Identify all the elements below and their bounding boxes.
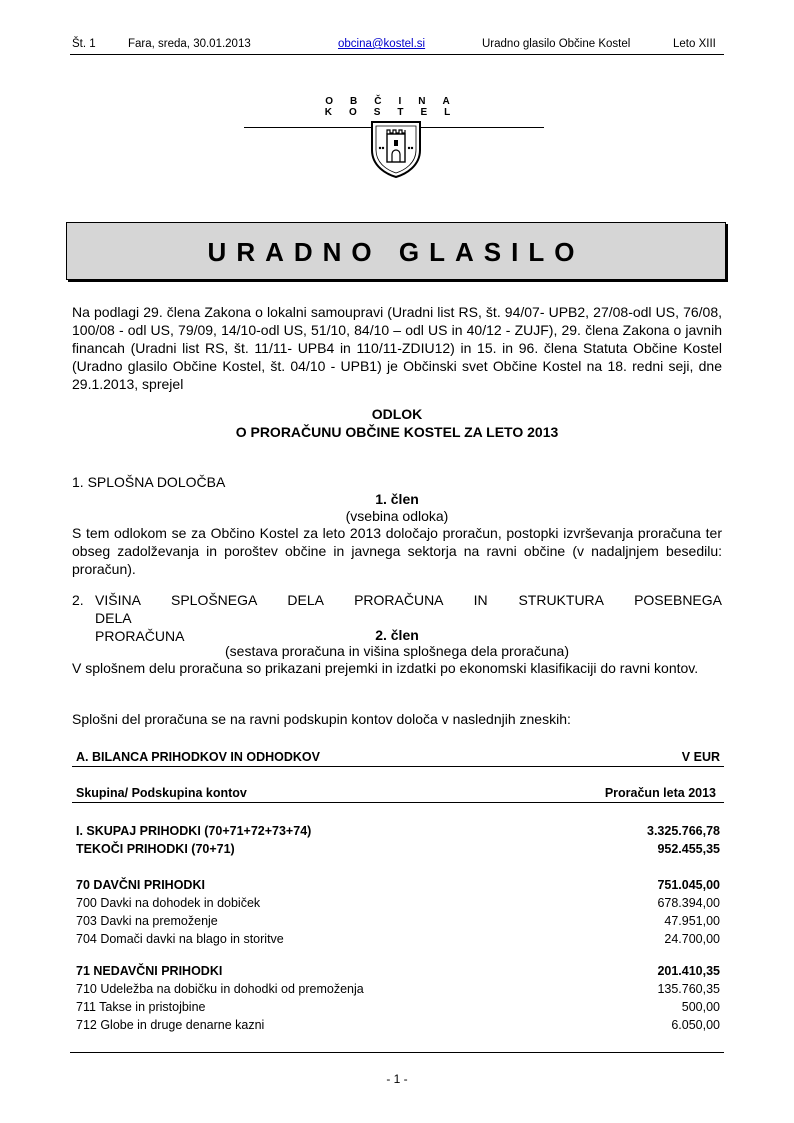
article2-title: 2. člen xyxy=(375,627,419,643)
article1-subtitle: (vsebina odloka) xyxy=(345,508,449,524)
decree-title-line2: O PRORAČUNU OBČINE KOSTEL ZA LETO 2013 xyxy=(235,424,559,440)
table-row xyxy=(72,822,724,840)
row-label: 704 Domači davki na blago in storitve xyxy=(76,932,284,946)
gazette-title: URADNO GLASILO xyxy=(207,237,585,267)
email-link[interactable]: obcina@kostel.si xyxy=(338,38,426,50)
row-value: 6.050,00 xyxy=(671,1018,720,1032)
article1-text: S tem odlokom se za Občino Kostel za leto 2013 določajo proračun, postopki izvrševanja proračuna ter obseg zadolževanja in poroštev občine in javnega sektorja na ravni občine (v nadaljnjem besedilu: proračun). xyxy=(72,525,722,577)
row-value: 500,00 xyxy=(681,1000,720,1014)
row-label: 70 DAVČNI PRIHODKI xyxy=(76,878,205,892)
preamble-text: Na podlagi 29. člena Zakona o lokalni samoupravi (Uradni list RS, št. 94/07- UPB2, 27/08-odl US, 76/08, 100/08 - odl US, 79/09, 14/10-odl US, 51/10, 84/10 – odl US in 40/12 - ZUJF), 29. člena Zakona o javnih financah (Uradni list RS, št. 11/11- UPB4 in 110/11-ZDIU12) in 15. in 96. člena Statuta Občine Kostel (Uradno glasilo Občine Kostel, št. 04/10 - UPB1) je Občinski svet Občine Kostel na 18. redni seji, dne 29.1.2013, sprejel xyxy=(72,304,722,392)
column-header-group: Skupina/ Podskupina kontov xyxy=(76,786,247,800)
row-value: 135.760,35 xyxy=(657,982,720,996)
footer-rule xyxy=(70,1052,724,1053)
table-section-header xyxy=(72,748,724,767)
section2-heading-line1: VIŠINA SPLOŠNEGA DELA PRORAČUNA IN STRUKTURA POSEBNEGA DELA xyxy=(95,592,722,626)
article2-intro: Splošni del proračuna se na ravni podskupin kontov določa v naslednjih zneskih: xyxy=(72,711,571,727)
row-label: 703 Davki na premoženje xyxy=(76,914,218,928)
table-row xyxy=(72,998,724,1016)
row-value: 47.951,00 xyxy=(664,914,720,928)
table-column-header xyxy=(72,784,724,803)
row-label: TEKOČI PRIHODKI (70+71) xyxy=(76,842,235,856)
coat-of-arms-icon xyxy=(370,120,422,178)
section2-number: 2. xyxy=(72,592,84,608)
gazette-year: Leto XIII xyxy=(673,38,716,50)
row-value: 201.410,35 xyxy=(657,964,720,978)
place-date: Fara, sreda, 30.01.2013 xyxy=(128,38,251,50)
article2-text: V splošnem delu proračuna so prikazani prejemki in izdatki po ekonomski klasifikaciji do ravni kontov. xyxy=(72,660,699,676)
gazette-title-box xyxy=(66,222,726,280)
municipality-name: OBČINA KOSTEL xyxy=(324,96,468,118)
table-row xyxy=(72,962,724,980)
page-number: - 1 - xyxy=(386,1072,408,1086)
decree-title xyxy=(72,405,722,441)
article2-subtitle: (sestava proračuna in višina splošnega dela proračuna) xyxy=(225,643,569,659)
table-row xyxy=(72,980,724,998)
table-section-title: A. BILANCA PRIHODKOV IN ODHODKOV xyxy=(76,750,320,764)
gazette-name: Uradno glasilo Občine Kostel xyxy=(482,38,631,50)
row-label: 71 NEDAVČNI PRIHODKI xyxy=(76,964,223,978)
table-row xyxy=(72,840,724,858)
table-row xyxy=(72,912,724,930)
row-value: 751.045,00 xyxy=(657,878,720,892)
row-label: 712 Globe in druge denarne kazni xyxy=(76,1018,265,1032)
section2-heading-line2: PRORAČUNA xyxy=(95,628,185,644)
row-label: 710 Udeležba na dobičku in dohodki od premoženja xyxy=(76,982,364,996)
column-header-budget: Proračun leta 2013 xyxy=(604,786,716,800)
table-row xyxy=(72,876,724,894)
table-row xyxy=(72,930,724,948)
row-label: 700 Davki na dohodek in dobiček xyxy=(76,896,261,910)
table-currency: V EUR xyxy=(681,750,720,764)
table-row xyxy=(72,894,724,912)
table-row xyxy=(72,1016,724,1034)
issue-number: Št. 1 xyxy=(72,38,96,50)
row-value: 24.700,00 xyxy=(664,932,720,946)
article1-title: 1. člen xyxy=(375,491,419,507)
row-label: 711 Takse in pristojbine xyxy=(76,1000,206,1014)
row-label: I. SKUPAJ PRIHODKI (70+71+72+73+74) xyxy=(76,824,312,838)
budget-table xyxy=(72,748,724,1034)
row-value: 952.455,35 xyxy=(657,842,720,856)
row-value: 3.325.766,78 xyxy=(647,824,720,838)
decree-title-line1: ODLOK xyxy=(371,406,423,422)
section1-heading: 1. SPLOŠNA DOLOČBA xyxy=(72,474,226,490)
row-value: 678.394,00 xyxy=(657,896,720,910)
running-header xyxy=(70,38,724,55)
